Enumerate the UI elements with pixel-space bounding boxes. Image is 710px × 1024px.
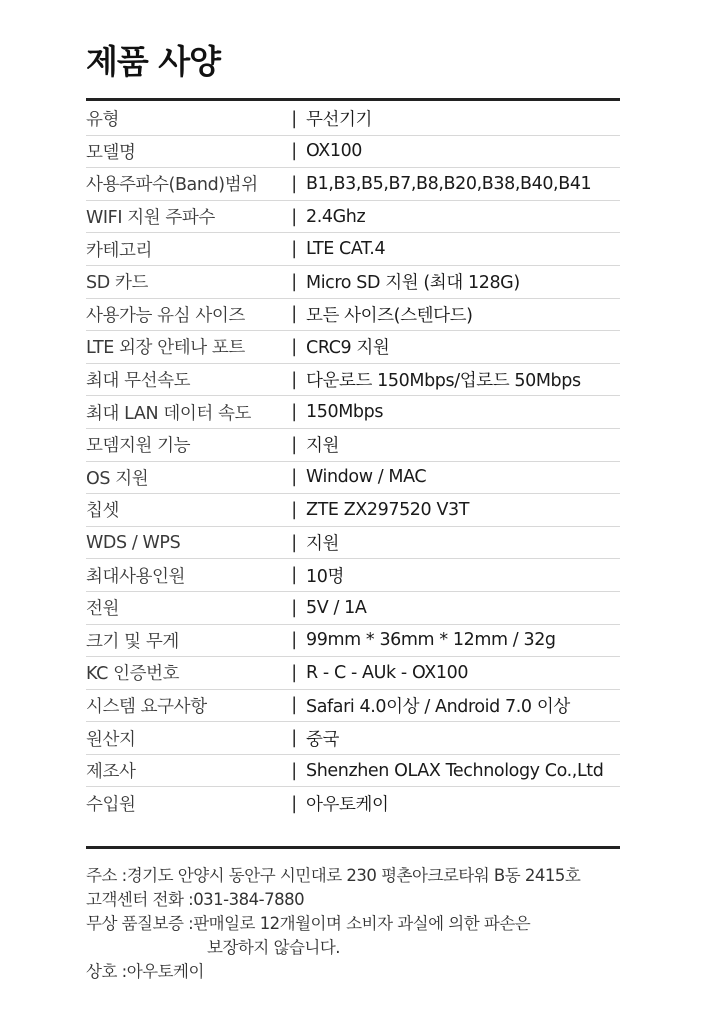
spec-row [86,168,620,201]
spec-row [86,266,620,299]
spec-label: 원산지 [86,729,136,750]
spec-value: CRC9 지원 [306,338,390,359]
spec-row [86,233,620,266]
spec-row [86,396,620,429]
spec-row [86,722,620,755]
spec-row [86,592,620,625]
spec-separator: | [291,173,297,194]
spec-separator: | [291,369,297,390]
spec-label: 유형 [86,110,120,131]
footer-company [86,960,646,984]
spec-value: 모든 사이즈(스텐다드) [306,305,473,326]
spec-label: 시스템 요구사항 [86,696,207,717]
spec-row [86,690,620,723]
company-value: 아우토케이 [126,962,204,981]
spec-value: 아우토케이 [306,795,389,816]
spec-separator: | [291,499,297,520]
spec-label: 사용가능 유심 사이즈 [86,305,245,326]
footer-warranty [86,912,646,936]
spec-value: 지원 [306,436,340,457]
spec-separator: | [291,239,297,260]
spec-row [86,136,620,169]
spec-row [86,331,620,364]
spec-value: Safari 4.0이상 / Android 7.0 이상 [306,696,570,717]
spec-separator: | [291,793,297,814]
spec-separator: | [291,728,297,749]
spec-row [86,559,620,592]
spec-row [86,657,620,690]
spec-row [86,494,620,527]
spec-value: 2.4Ghz [306,206,366,227]
spec-separator: | [291,108,297,129]
spec-label: OS 지원 [86,468,149,489]
warranty-line-2: 보장하지 않습니다. [207,938,341,957]
spec-label: LTE 외장 안테나 포트 [86,338,245,359]
spec-separator: | [291,630,297,651]
spec-label: 최대 무선속도 [86,371,191,392]
spec-value: B1,B3,B5,B7,B8,B20,B38,B40,B41 [306,173,592,194]
spec-label: 모뎀지원 기능 [86,436,191,457]
spec-label: WDS / WPS [86,532,181,553]
spec-label: 최대 LAN 데이터 속도 [86,403,252,424]
spec-row [86,527,620,560]
spec-separator: | [291,434,297,455]
spec-separator: | [291,532,297,553]
spec-label: 모델명 [86,142,136,163]
spec-value: Shenzhen OLAX Technology Co.,Ltd [306,760,604,781]
page-title: 제품 사양 [86,42,221,81]
spec-separator: | [291,336,297,357]
spec-row [86,364,620,397]
spec-value: OX100 [306,141,363,162]
spec-label: 최대사용인원 [86,566,186,587]
spec-row [86,429,620,462]
spec-value: 지원 [306,534,340,555]
footer-phone [86,888,646,912]
spec-value: 99mm * 36mm * 12mm / 32g [306,630,556,651]
spec-row [86,755,620,788]
spec-value: Window / MAC [306,467,427,488]
spec-label: 칩셋 [86,501,120,522]
spec-row [86,625,620,658]
spec-separator: | [291,304,297,325]
spec-label: 카테고리 [86,240,153,261]
spec-value: 중국 [306,729,340,750]
spec-label: SD 카드 [86,273,148,294]
spec-value: ZTE ZX297520 V3T [306,499,470,520]
address-value: 경기도 안양시 동안구 시민대로 230 평촌아크로타워 B동 2415호 [126,866,581,885]
warranty-line-1: 판매일로 12개월이며 소비자 과실에 의한 파손은 [193,914,531,933]
footer-address [86,864,646,888]
footer-warranty-cont [86,936,646,960]
warranty-label: 무상 품질보증 : [86,914,194,933]
spec-separator: | [291,760,297,781]
phone-label: 고객센터 전화 : [86,890,194,909]
spec-separator: | [291,565,297,586]
spec-separator: | [291,467,297,488]
spec-separator: | [291,271,297,292]
spec-label: 사용주파수(Band)범위 [86,175,258,196]
spec-row [86,299,620,332]
spec-separator: | [291,695,297,716]
spec-value: 무선기기 [306,110,373,131]
spec-label: 수입원 [86,795,136,816]
spec-label: 전원 [86,599,120,620]
company-label: 상호 : [86,962,127,981]
spec-separator: | [291,402,297,423]
spec-value: 150Mbps [306,402,384,423]
address-label: 주소 : [86,866,127,885]
bottom-divider [86,846,620,849]
spec-label: KC 인증번호 [86,664,180,685]
spec-label: WIFI 지원 주파수 [86,208,215,229]
spec-separator: | [291,141,297,162]
spec-row [86,462,620,495]
spec-row [86,201,620,234]
spec-value: LTE CAT.4 [306,239,386,260]
spec-label: 제조사 [86,762,136,783]
spec-label: 크기 및 무게 [86,631,179,652]
spec-row [86,103,620,136]
spec-separator: | [291,597,297,618]
spec-value: 10명 [306,566,344,587]
spec-value: R - C - AUk - OX100 [306,662,469,683]
top-divider [86,98,620,101]
spec-value: Micro SD 지원 (최대 128G) [306,273,520,294]
spec-row [86,787,620,820]
spec-table [86,103,620,820]
spec-separator: | [291,206,297,227]
spec-value: 5V / 1A [306,597,367,618]
spec-value: 다운로드 150Mbps/업로드 50Mbps [306,371,581,392]
phone-value: 031-384-7880 [193,890,305,909]
footer-info [86,864,646,984]
spec-separator: | [291,662,297,683]
